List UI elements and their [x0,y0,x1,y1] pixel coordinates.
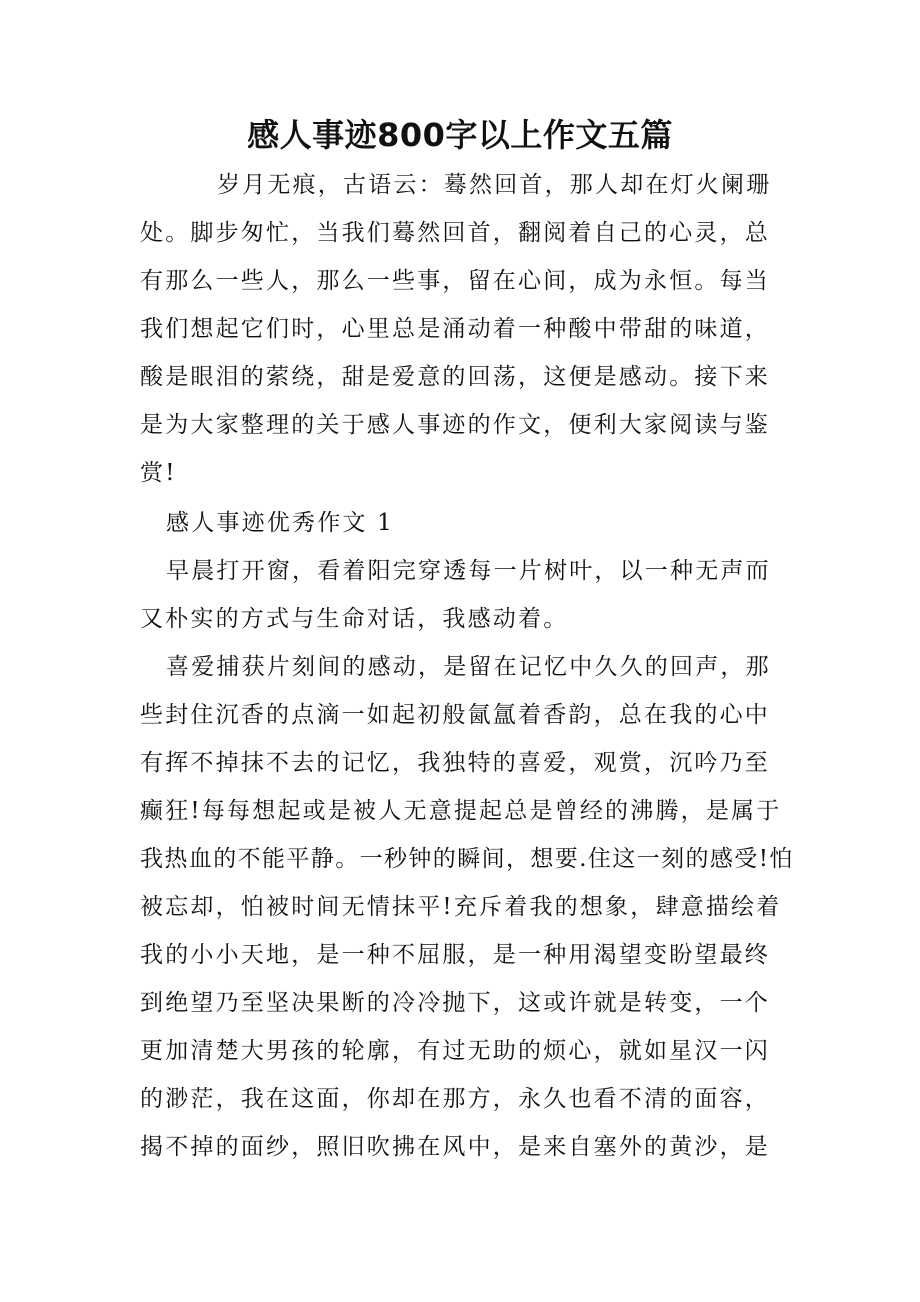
paragraph-line: 又朴实的方式与生命对话，我感动着。 [140,606,569,632]
paragraph-line: 更加清楚大男孩的轮廓，有过无助的烦心，就如星汉一闪 [140,1038,770,1064]
section-heading: 感人事迹优秀作文 1 [166,510,394,536]
paragraph-line: 我热血的不能平静。一秒钟的瞬间，想要.住这一刻的感受!怕 [140,846,794,872]
paragraph-line: 有那么一些人，那么一些事，留在心间，成为永恒。每当 [140,268,770,294]
paragraph-line: 的渺茫，我在这面，你却在那方，永久也看不清的面容， [140,1086,770,1112]
paragraph-line: 早晨打开窗，看着阳完穿透每一片树叶，以一种无声而 [166,558,771,584]
paragraph-line: 赏! [140,460,177,486]
paragraph-line: 酸是眼泪的萦绕，甜是爱意的回荡，这便是感动。接下来 [140,364,770,390]
paragraph-line: 揭不掉的面纱，照旧吹拂在风中，是来自塞外的黄沙，是 [140,1134,770,1160]
paragraph-line: 是为大家整理的关于感人事迹的作文，便利大家阅读与鉴 [140,412,770,438]
paragraph-line: 处。脚步匆忙，当我们蓦然回首，翻阅着自己的心灵，总 [140,220,770,246]
document-title: 感人事迹800字以上作文五篇 [247,116,673,154]
paragraph-line: 我的小小天地，是一种不屈服，是一种用渴望变盼望最终 [140,942,770,968]
paragraph-line: 有挥不掉抹不去的记忆，我独特的喜爱，观赏，沉吟乃至 [140,750,770,776]
paragraph-line: 癫狂!每每想起或是被人无意提起总是曾经的沸腾，是属于 [140,798,782,824]
paragraph-line: 到绝望乃至坚决果断的冷冷抛下，这或许就是转变，一个 [140,990,770,1016]
paragraph-line: 我们想起它们时，心里总是涌动着一种酸中带甜的味道， [140,316,770,342]
paragraph-line: 些封住沉香的点滴一如起初般氤氲着香韵，总在我的心中 [140,702,770,728]
paragraph-line: 被忘却，怕被时间无情抹平!充斥着我的想象，肆意描绘着 [140,894,782,920]
paragraph-line: 喜爱捕获片刻间的感动，是留在记忆中久久的回声，那 [166,654,771,680]
paragraph-line: 岁月无痕，古语云：蓦然回首，那人却在灯火阑珊 [217,172,772,198]
